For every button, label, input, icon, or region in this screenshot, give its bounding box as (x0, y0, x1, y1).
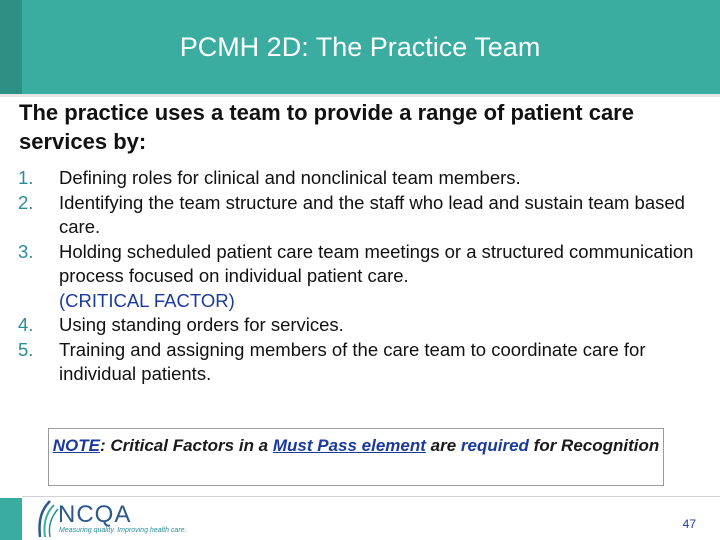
list-number: 2. (18, 191, 34, 213)
ncqa-logo (34, 499, 187, 540)
list-item (18, 313, 698, 338)
page-number: 47 (682, 517, 696, 531)
note-label: NOTE (52, 436, 100, 455)
slide-title: PCMH 2D: The Practice Team (179, 31, 541, 62)
note-text-2: are (425, 436, 461, 455)
note-required: required (460, 436, 529, 455)
list-number: 5. (18, 338, 34, 360)
list-number: 1. (18, 167, 34, 188)
logo-tagline: Measuring quality. Improving health care. (59, 527, 187, 534)
title-divider (0, 94, 720, 97)
logo-wordmark: NCQA (58, 501, 132, 528)
note-text-1: : Critical Factors in a (99, 436, 273, 455)
footer-accent (0, 498, 22, 540)
criteria-list (18, 166, 698, 387)
note-box (48, 428, 664, 486)
intro-text: The practice uses a team to provide a range of patient care services by: (19, 100, 634, 154)
list-text: Defining roles for clinical and nonclinical team members. (59, 167, 521, 188)
list-item (18, 166, 698, 191)
list-item (18, 338, 698, 387)
list-item (18, 191, 698, 240)
list-item (18, 240, 698, 314)
list-number: 4. (18, 314, 34, 335)
list-text: Holding scheduled patient care team meetings or a structured communication process focused on individual patient care. (59, 240, 694, 286)
list-text: Using standing orders for services. (59, 314, 344, 335)
critical-factor-label: (CRITICAL FACTOR) (59, 289, 235, 311)
footer-divider (22, 496, 720, 497)
note-text-3: for Recognition (528, 436, 660, 455)
list-number: 3. (18, 240, 34, 262)
list-text: Training and assigning members of the care team to coordinate care for individual patients. (59, 338, 646, 384)
note-must-pass: Must Pass element (272, 436, 426, 455)
title-bar-edge (0, 0, 22, 94)
list-text: Identifying the team structure and the staff who lead and sustain team based care. (59, 191, 685, 237)
